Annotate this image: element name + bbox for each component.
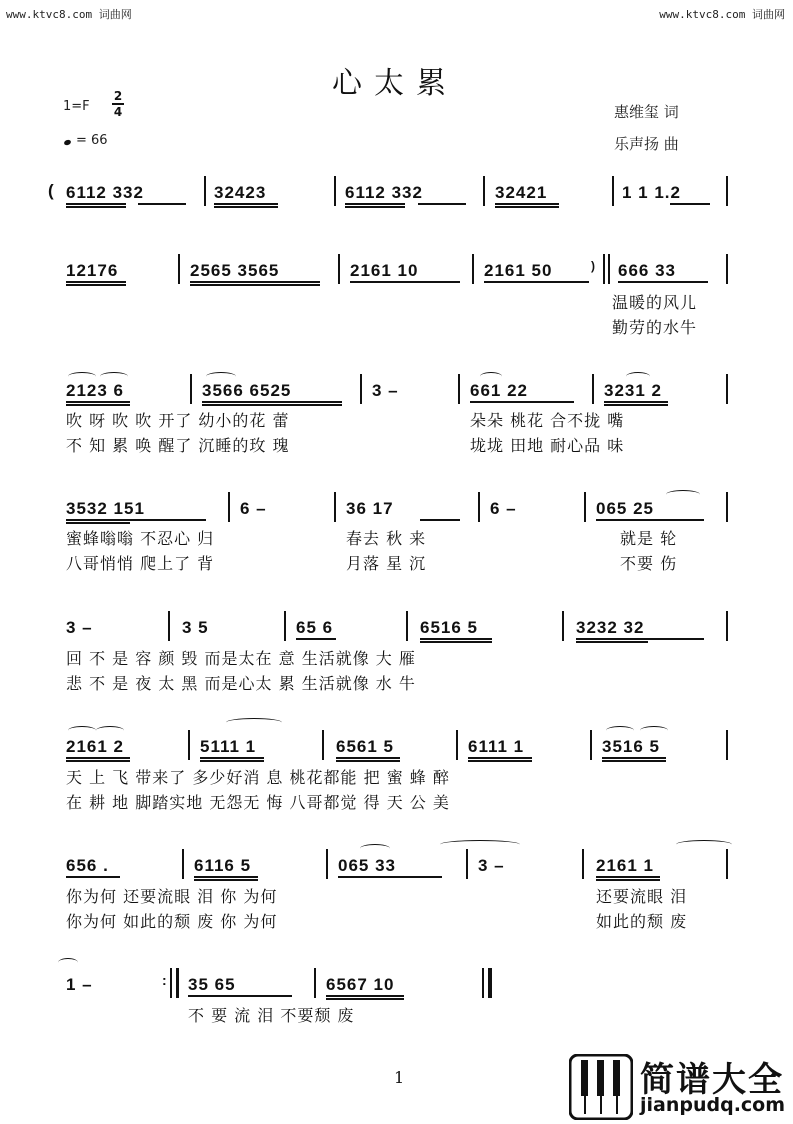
measure: 2161 1 xyxy=(596,856,654,875)
underline xyxy=(345,206,405,208)
barline xyxy=(612,176,614,206)
underline xyxy=(66,284,126,286)
slur xyxy=(360,844,390,853)
lyric-verse-1: 就是 轮 xyxy=(620,529,678,548)
lyric-verse-1: 蜜蜂嗡嗡 不忍心 归 xyxy=(66,529,215,548)
barline xyxy=(314,968,316,998)
measure: 065 33 xyxy=(338,856,396,875)
lyric-verse-1: 还要流眼 泪 xyxy=(596,887,688,906)
underline xyxy=(420,519,460,521)
underline xyxy=(200,757,264,759)
barline xyxy=(322,730,324,760)
lyric-verse-1: 春去 秋 来 xyxy=(346,529,427,548)
barline xyxy=(406,611,408,641)
underline xyxy=(420,638,492,640)
barline xyxy=(582,849,584,879)
lyric-verse-2: 勤劳的水牛 xyxy=(612,318,698,337)
underline xyxy=(66,760,130,762)
repeat-dots: : xyxy=(162,972,168,988)
barline xyxy=(482,968,484,998)
measure: 666 33 xyxy=(618,261,676,280)
repeat-close: ) xyxy=(591,259,596,273)
lyric-verse-1: 朵朵 桃花 合不拢 嘴 xyxy=(470,411,625,430)
barline xyxy=(478,492,480,522)
barline xyxy=(592,374,594,404)
underline xyxy=(336,760,400,762)
underline xyxy=(420,641,492,643)
barline xyxy=(603,254,605,284)
lyric-verse-2: 垅垅 田地 耐心品 味 xyxy=(470,436,625,455)
lyric-line: 不 要 流 泪 不要颓 废 xyxy=(188,1006,355,1025)
barline xyxy=(170,968,172,998)
barline xyxy=(458,374,460,404)
final-barline xyxy=(488,968,492,998)
measure: 5111 1 xyxy=(200,737,257,756)
underline xyxy=(194,876,258,878)
barline xyxy=(590,730,592,760)
watermark-left: www.ktvc8.com 词曲网 xyxy=(6,8,132,21)
measure: 1 1 1.2 xyxy=(622,183,681,202)
slur xyxy=(626,372,650,381)
measure: 065 25 xyxy=(596,499,654,518)
barline xyxy=(472,254,474,284)
underline xyxy=(468,757,532,759)
underline xyxy=(66,281,126,283)
watermark-right: www.ktvc8.com 词曲网 xyxy=(659,8,785,21)
measure: 656 . xyxy=(66,856,109,875)
barline xyxy=(726,492,728,522)
slur xyxy=(666,490,700,499)
measure: 36 17 xyxy=(346,499,394,518)
underline xyxy=(576,638,704,640)
lyric-verse-2: 月落 星 沉 xyxy=(346,554,427,573)
underline xyxy=(350,281,460,283)
underline xyxy=(596,876,660,878)
page-title: 心太累 xyxy=(332,66,458,101)
underline xyxy=(200,760,264,762)
barline xyxy=(726,730,728,760)
measure: 6116 5 xyxy=(194,856,252,875)
measure: 3 – xyxy=(66,618,93,637)
barline xyxy=(726,176,728,206)
barline xyxy=(190,374,192,404)
measure: 3532 151 xyxy=(66,499,145,518)
quarter-note-icon xyxy=(63,139,71,146)
underline xyxy=(202,404,342,406)
measure: 3516 5 xyxy=(602,737,660,756)
underline xyxy=(188,995,292,997)
slur xyxy=(68,372,96,381)
tempo: = 66 xyxy=(76,133,108,148)
underline xyxy=(66,404,130,406)
tie xyxy=(440,840,520,849)
measure: 12176 xyxy=(66,261,119,280)
measure: 65 6 xyxy=(296,618,334,637)
underline xyxy=(670,203,710,205)
underline xyxy=(604,404,668,406)
measure: 3 – xyxy=(372,381,399,400)
lyric-verse-2: 如此的颓 废 xyxy=(596,912,688,931)
lyric-verse-2: 你为何 如此的颓 废 你 为何 xyxy=(66,912,278,931)
underline xyxy=(468,760,532,762)
barline xyxy=(483,176,485,206)
slur xyxy=(480,372,502,381)
slur xyxy=(226,718,282,727)
underline xyxy=(66,876,120,878)
measure: 6112 332 xyxy=(66,183,144,202)
underline xyxy=(618,281,708,283)
underline xyxy=(470,401,574,403)
lyric-verse-2: 不要 伤 xyxy=(620,554,678,573)
page-number: 1 xyxy=(394,1068,405,1087)
barline xyxy=(466,849,468,879)
measure: 6111 1 xyxy=(468,737,525,756)
barline xyxy=(334,492,336,522)
slur xyxy=(206,372,236,381)
underline xyxy=(66,757,130,759)
time-signature-top: 2 xyxy=(113,89,123,103)
slur xyxy=(100,372,128,381)
barline xyxy=(584,492,586,522)
logo-url: jianpudq.com xyxy=(640,1094,786,1116)
underline xyxy=(66,522,130,524)
underline xyxy=(66,203,126,205)
underline xyxy=(495,203,559,205)
piano-keys-icon xyxy=(569,1054,633,1120)
barline xyxy=(608,254,610,284)
underline xyxy=(602,760,666,762)
measure: 661 22 xyxy=(470,381,528,400)
underline xyxy=(495,206,559,208)
underline xyxy=(338,876,442,878)
slur xyxy=(606,726,634,735)
underline xyxy=(190,284,320,286)
barline xyxy=(562,611,564,641)
underline xyxy=(66,401,130,403)
underline xyxy=(202,401,342,403)
underline xyxy=(602,757,666,759)
barline xyxy=(456,730,458,760)
time-signature-bottom: 4 xyxy=(113,105,123,119)
measure: 2161 50 xyxy=(484,261,553,280)
measure: 1 – xyxy=(66,975,93,994)
measure: 6516 5 xyxy=(420,618,478,637)
lyric-verse-1: 回 不 是 容 颜 毁 而是太在 意 生活就像 大 雁 xyxy=(66,649,416,668)
measure: 2565 3565 xyxy=(190,261,280,280)
underline xyxy=(604,401,668,403)
underline xyxy=(576,641,648,643)
underline xyxy=(326,998,404,1000)
composer: 乐声扬 曲 xyxy=(614,135,679,153)
underline xyxy=(138,203,186,205)
barline xyxy=(326,849,328,879)
barline xyxy=(334,176,336,206)
lyric-verse-1: 吹 呀 吹 吹 开了 幼小的花 蕾 xyxy=(66,411,290,430)
measure: 3566 6525 xyxy=(202,381,292,400)
barline xyxy=(168,611,170,641)
lyric-verse-1: 你为何 还要流眼 泪 你 为何 xyxy=(66,887,278,906)
lyric-verse-2: 八哥悄悄 爬上了 背 xyxy=(66,554,215,573)
measure: 6112 332 xyxy=(345,183,423,202)
measure: 35 65 xyxy=(188,975,236,994)
measure: 2161 10 xyxy=(350,261,419,280)
underline xyxy=(596,519,704,521)
measure: 3 – xyxy=(478,856,505,875)
tie xyxy=(58,958,78,967)
barline xyxy=(188,730,190,760)
measure: 3 5 xyxy=(182,618,209,637)
underline xyxy=(66,206,126,208)
lyric-verse-2: 悲 不 是 夜 太 黑 而是心太 累 生活就像 水 牛 xyxy=(66,674,416,693)
underline xyxy=(418,203,466,205)
barline xyxy=(726,374,728,404)
underline xyxy=(596,879,660,881)
measure: 6 – xyxy=(240,499,267,518)
barline xyxy=(182,849,184,879)
underline xyxy=(66,519,206,521)
barline xyxy=(360,374,362,404)
barline xyxy=(726,849,728,879)
key-signature: 1=F xyxy=(63,99,90,114)
barline xyxy=(284,611,286,641)
lyricist: 惠维玺 词 xyxy=(614,103,679,121)
underline xyxy=(194,879,258,881)
barline xyxy=(176,968,179,998)
barline xyxy=(726,254,728,284)
slur xyxy=(640,726,668,735)
underline xyxy=(326,995,404,997)
barline xyxy=(178,254,180,284)
lyric-verse-2: 不 知 累 唤 醒了 沉睡的玫 瑰 xyxy=(66,436,290,455)
barline xyxy=(204,176,206,206)
measure: 6 – xyxy=(490,499,517,518)
underline xyxy=(296,638,336,640)
measure: 6561 5 xyxy=(336,737,394,756)
measure: 2123 6 xyxy=(66,381,124,400)
slur xyxy=(96,726,124,735)
barline xyxy=(228,492,230,522)
underline xyxy=(214,203,278,205)
measure: 3231 2 xyxy=(604,381,662,400)
measure: 2161 2 xyxy=(66,737,124,756)
lyric-verse-2: 在 耕 地 脚踏实地 无怨无 悔 八哥都觉 得 天 公 美 xyxy=(66,793,450,812)
measure: 6567 10 xyxy=(326,975,395,994)
repeat-open: ( xyxy=(48,181,55,200)
measure: 3232 32 xyxy=(576,618,645,637)
logo-name: 简谱大全 xyxy=(640,1060,784,1100)
underline xyxy=(484,281,589,283)
measure: 32423 xyxy=(214,183,267,202)
lyric-verse-1: 天 上 飞 带来了 多少好消 息 桃花都能 把 蜜 蜂 醉 xyxy=(66,768,450,787)
tie xyxy=(676,840,732,849)
slur xyxy=(68,726,96,735)
measure: 32421 xyxy=(495,183,548,202)
barline xyxy=(338,254,340,284)
underline xyxy=(214,206,278,208)
underline xyxy=(336,757,400,759)
barline xyxy=(726,611,728,641)
underline xyxy=(190,281,320,283)
underline xyxy=(345,203,405,205)
lyric-verse-1: 温暖的风儿 xyxy=(612,293,698,312)
